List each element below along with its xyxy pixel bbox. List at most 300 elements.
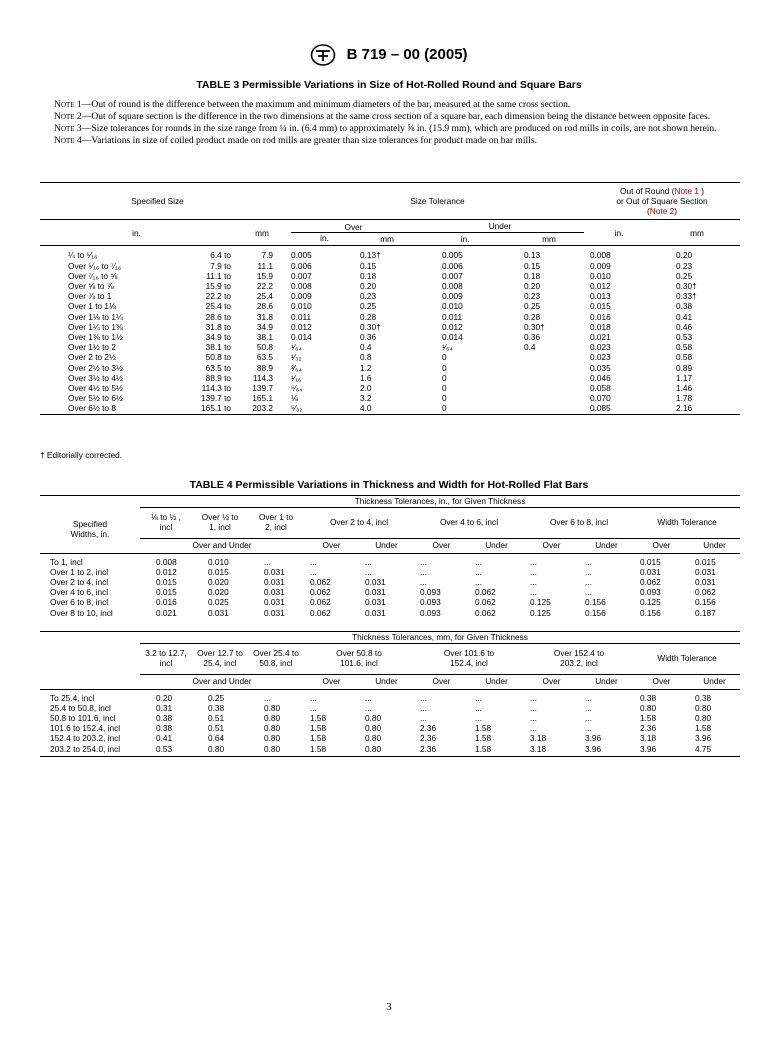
designation: B 719 – 00 (2005): [346, 45, 468, 63]
table-row: [40, 403, 740, 414]
table-cell: 0.58: [676, 352, 693, 363]
table-cell: 25.4 to: [205, 301, 231, 312]
table-row: [40, 301, 740, 311]
mm-col-6: Over 152.4 to 203.2, incl: [553, 647, 605, 668]
table-cell: [514, 393, 584, 403]
table-cell: 0.035: [590, 362, 611, 373]
table-cell: 0.093: [420, 587, 441, 598]
table-cell: 31.8: [256, 311, 273, 322]
table-cell: 0.36: [360, 332, 377, 343]
table-cell: 0.13†: [360, 250, 381, 261]
table-cell: 4.75: [695, 743, 712, 754]
table-cell: ⁵⁄₃₂: [291, 403, 303, 414]
table-cell: 3.96: [640, 743, 657, 754]
inch-under-w: Under: [703, 540, 726, 551]
table-cell: 1.58: [475, 733, 492, 744]
table-row: [40, 271, 740, 281]
table-cell: 0.8: [360, 352, 372, 363]
table-cell: 0.020: [208, 576, 229, 587]
table-cell: 0.015: [640, 556, 661, 567]
table-cell: ...: [310, 556, 317, 567]
table-cell: 0.38: [156, 712, 173, 723]
mm-col-2: Over 12.7 to 25.4, incl: [197, 647, 243, 668]
table-cell: ...: [475, 566, 482, 577]
table-cell: ...: [530, 556, 537, 567]
table-cell: ⅛: [291, 393, 298, 404]
table-cell: Over 4½ to 5½: [68, 383, 123, 394]
table-cell: 3.18: [530, 743, 547, 754]
table-cell: Over 1⅛ to 1¼: [68, 311, 123, 322]
table-cell: 11.1 to: [206, 270, 231, 281]
table-cell: ...: [365, 566, 372, 577]
table-cell: 0.80: [208, 743, 225, 754]
table-cell: ...: [365, 702, 372, 713]
table-cell: ...: [530, 712, 537, 723]
table-cell: 0.006: [442, 260, 463, 271]
table-cell: 0.20: [360, 281, 377, 292]
table-cell: [514, 363, 584, 373]
table-cell: 0.093: [420, 607, 441, 618]
table-cell: 0.018: [590, 321, 611, 332]
table-cell: 0.80: [640, 702, 657, 713]
table-cell: Over ⅞ to 1: [68, 291, 112, 302]
table-cell: 0.64: [208, 733, 225, 744]
table4-title: TABLE 4 Permissible Variations in Thickness and Width for Hot-Rolled Flat Bars: [189, 479, 589, 491]
inch-under-6: Under: [595, 540, 618, 551]
table-cell: 0.009: [442, 291, 463, 302]
inch-col-3: Over 1 to 2, incl: [258, 511, 294, 532]
astm-logo-icon: [310, 44, 336, 66]
table-cell: 0.25: [360, 301, 377, 312]
table-cell: ...: [585, 712, 592, 723]
table-cell: ...: [585, 576, 592, 587]
table-cell: Over ⅝ to ⅞: [68, 281, 114, 292]
inch-over-5: Over: [432, 540, 451, 551]
table4-mm: [40, 631, 740, 757]
table-cell: 0.062: [310, 597, 331, 608]
table-cell: 2.36: [420, 723, 437, 734]
head-over: Over: [291, 220, 416, 233]
mm-under-6: Under: [595, 676, 618, 687]
table-cell: 0.20: [676, 250, 693, 261]
table-cell: 0.008: [291, 281, 312, 292]
table-cell: ¹⁄₃₂: [291, 352, 302, 363]
table-row: [40, 312, 740, 322]
table-cell: Over 1½ to 2: [68, 342, 116, 353]
table-cell: ...: [420, 692, 427, 703]
table-cell: 0: [442, 383, 447, 394]
table-cell: 0.41: [676, 311, 693, 322]
mm-over-w: Over: [652, 676, 671, 687]
table-cell: 1.6: [360, 372, 372, 383]
table-cell: 165.1: [252, 393, 273, 404]
table-cell: 28.6: [256, 301, 273, 312]
table-cell: Over 1 to 1⅛: [68, 301, 116, 312]
table-cell: Over 6 to 8, incl: [50, 597, 109, 608]
table-cell: ...: [264, 692, 271, 703]
table-cell: ⁵⁄₆₄: [291, 383, 303, 394]
table-cell: ...: [530, 692, 537, 703]
table-row: [40, 608, 740, 618]
table-row: [40, 383, 740, 393]
table-cell: 0.012: [590, 281, 611, 292]
table-cell: ...: [365, 692, 372, 703]
table-cell: 0.008: [442, 281, 463, 292]
table-cell: 0.008: [590, 250, 611, 261]
table-cell: 15.9: [256, 270, 273, 281]
table-row: [40, 703, 740, 713]
table-row: [40, 363, 740, 373]
table-cell: 0.20: [156, 692, 173, 703]
table-row: [40, 723, 740, 733]
table-cell: ...: [530, 723, 537, 734]
table-cell: 0.031: [264, 607, 285, 618]
table-cell: 0.093: [420, 597, 441, 608]
table-cell: To 25.4, incl: [50, 692, 95, 703]
table-cell: 0.009: [590, 260, 611, 271]
table-cell: ...: [475, 712, 482, 723]
table-cell: ...: [585, 723, 592, 734]
table-cell: 0.25: [524, 301, 541, 312]
mm-col-3: Over 25.4 to 50.8, incl: [253, 647, 299, 668]
table-cell: 0.23: [360, 291, 377, 302]
table-cell: To 1, incl: [50, 556, 83, 567]
table3: [40, 182, 740, 417]
inch-over-6: Over: [542, 540, 561, 551]
table3-footnote: † Editorially corrected.: [40, 450, 123, 460]
table-cell: 0.015: [695, 556, 716, 567]
table-cell: 0.014: [442, 332, 463, 343]
table-cell: [514, 352, 584, 362]
table-cell: 0.058: [590, 383, 611, 394]
table-cell: 0.30†: [524, 321, 545, 332]
table-cell: 0: [442, 393, 447, 404]
table-cell: 0.25: [208, 692, 225, 703]
table-cell: 1.17: [676, 372, 693, 383]
table-cell: 0.18: [360, 270, 377, 281]
mm-group-head: Thickness Tolerances, mm, for Given Thickness: [140, 632, 740, 644]
table-cell: 0.031: [640, 566, 661, 577]
table-cell: ...: [310, 702, 317, 713]
table-cell: 0.80: [365, 733, 382, 744]
table-cell: 0.010: [208, 556, 229, 567]
table-cell: 0.016: [590, 311, 611, 322]
table-cell: 0.012: [442, 321, 463, 332]
table-cell: ¹⁄₁₆: [291, 372, 302, 383]
table-cell: 0.23: [524, 291, 541, 302]
mm-col-1: 3.2 to 12.7, incl: [145, 647, 187, 668]
table-cell: ...: [530, 702, 537, 713]
table-cell: 0.015: [208, 566, 229, 577]
table-cell: ¹⁄₆₄: [291, 342, 302, 353]
table-cell: 0.38: [676, 301, 693, 312]
table-cell: 34.9 to: [205, 332, 231, 343]
table-cell: Over 8 to 10, incl: [50, 607, 113, 618]
inch-col-6: Over 6 to 8, incl: [549, 517, 609, 528]
table-cell: 1.58: [640, 712, 657, 723]
table-cell: Over 6½ to 8: [68, 403, 116, 414]
head-under: Under: [416, 220, 584, 233]
table-cell: 0: [442, 403, 447, 414]
table-cell: ¼ to ⁵⁄₁₆: [68, 250, 98, 261]
table-cell: 0.53: [156, 743, 173, 754]
table-cell: 88.9 to: [205, 372, 231, 383]
table-cell: 0.25: [676, 270, 693, 281]
table4-inch: [40, 495, 740, 620]
inch-col-4: Over 2 to 4, incl: [329, 517, 389, 528]
table-cell: 1.2: [360, 362, 372, 373]
table-cell: 0.80: [264, 733, 281, 744]
table-cell: 0.070: [590, 393, 611, 404]
table-cell: 165.1 to: [201, 403, 231, 414]
table-cell: Over ⁵⁄₁₆ to ⁷⁄₁₆: [68, 260, 122, 271]
inch-spec-width-head: Specified Widths, in.: [70, 519, 110, 539]
table-cell: 88.9: [256, 362, 273, 373]
table-cell: 0.28: [524, 311, 541, 322]
table-cell: 0.125: [530, 607, 551, 618]
note-4: Note 4—Variations in size of coiled product made on rod mills are greater than size tolerances for product made on bar mills.: [54, 135, 538, 146]
table-cell: 0.025: [208, 597, 229, 608]
table-cell: 0.085: [590, 403, 611, 414]
table-cell: 0.031: [365, 587, 386, 598]
table-cell: 0: [442, 362, 447, 373]
table-row: [40, 587, 740, 597]
table-row: [40, 733, 740, 743]
table-cell: 38.1 to: [205, 342, 231, 353]
table-cell: 0.031: [264, 587, 285, 598]
table-cell: 0.062: [475, 597, 496, 608]
inch-under-4: Under: [375, 540, 398, 551]
head-over-mm: mm: [380, 234, 394, 245]
mm-under-w: Under: [703, 676, 726, 687]
table-cell: 0.005: [442, 250, 463, 261]
mm-col-5: Over 101.6 to 152.4, incl: [443, 647, 495, 668]
note-1-link[interactable]: Note 1: [674, 185, 699, 196]
table-cell: ³⁄₆₄: [291, 362, 302, 373]
table-cell: 0.010: [291, 301, 312, 312]
table3-title: TABLE 3 Permissible Variations in Size of Hot-Rolled Round and Square Bars: [196, 79, 582, 91]
table-cell: 0.007: [291, 270, 312, 281]
table-cell: 0.031: [264, 566, 285, 577]
table-cell: 0.009: [291, 291, 312, 302]
table-cell: ...: [420, 556, 427, 567]
table-cell: 0.031: [695, 566, 716, 577]
mm-under-4: Under: [375, 676, 398, 687]
mm-over-6: Over: [542, 676, 561, 687]
table-cell: ...: [310, 566, 317, 577]
table-cell: 0.011: [442, 311, 463, 322]
table-row: [40, 567, 740, 577]
table-cell: 0.80: [264, 723, 281, 734]
table-cell: 0.010: [590, 270, 611, 281]
head-oor-in: in.: [614, 227, 624, 238]
table-cell: 7.9: [261, 250, 273, 261]
head-specified-size: Specified Size: [131, 195, 184, 206]
table-cell: 0.80: [264, 702, 281, 713]
table-cell: 0.062: [475, 607, 496, 618]
table-cell: 0.031: [365, 607, 386, 618]
table-cell: 2.36: [640, 723, 657, 734]
inch-col-5: Over 4 to 6, incl: [439, 517, 499, 528]
table-cell: 1.58: [310, 743, 327, 754]
head-size-tolerance: Size Tolerance: [410, 195, 465, 206]
table-cell: 3.96: [695, 733, 712, 744]
table-cell: 0.021: [590, 332, 611, 343]
table-cell: 0.18: [524, 270, 541, 281]
table-cell: 0.80: [365, 743, 382, 754]
table-cell: 63.5: [256, 352, 273, 363]
table-cell: 0.187: [695, 607, 716, 618]
table-cell: 139.7: [252, 383, 273, 394]
table-cell: 1.58: [310, 723, 327, 734]
table-cell: ...: [475, 692, 482, 703]
table-cell: ...: [475, 556, 482, 567]
table-cell: ...: [420, 576, 427, 587]
table-cell: 0.125: [530, 597, 551, 608]
table-row: [40, 577, 740, 587]
head-mm: mm: [255, 227, 269, 238]
table-cell: ...: [585, 556, 592, 567]
table-cell: 0.008: [156, 556, 177, 567]
table-cell: 0.031: [695, 576, 716, 587]
table-cell: ...: [420, 566, 427, 577]
inch-under-5: Under: [485, 540, 508, 551]
table-cell: 0.46: [676, 321, 693, 332]
table-cell: 1.58: [310, 733, 327, 744]
table-cell: ...: [585, 692, 592, 703]
table-cell: 0.031: [264, 576, 285, 587]
table-cell: 15.9 to: [205, 281, 231, 292]
table-cell: 0.156: [585, 607, 606, 618]
mm-col-width: Width Tolerance: [657, 653, 717, 664]
table-cell: 0.016: [156, 597, 177, 608]
table-cell: 0.13: [524, 250, 541, 261]
head-out-of-round: Out of Round (Note 1 ) or Out of Square Section (Note 2): [616, 185, 708, 217]
table-cell: 0.012: [156, 566, 177, 577]
table-cell: 0.062: [695, 587, 716, 598]
table-cell: 3.96: [585, 743, 602, 754]
table-row: [40, 744, 740, 754]
table-cell: 0.156: [585, 597, 606, 608]
table-cell: 22.2 to: [205, 291, 231, 302]
table-cell: 0.156: [695, 597, 716, 608]
table-cell: 3.2: [360, 393, 372, 404]
table-cell: 0.53: [676, 332, 693, 343]
table-row: [40, 393, 740, 403]
table-cell: 1.58: [695, 723, 712, 734]
table-cell: 0.046: [590, 372, 611, 383]
table-cell: 0.80: [264, 743, 281, 754]
table-cell: 0.031: [208, 607, 229, 618]
table-cell: 0.38: [640, 692, 657, 703]
table-cell: 0.15: [360, 260, 377, 271]
head-over-in: in.: [320, 233, 329, 244]
table-row: [40, 291, 740, 301]
table-cell: ...: [530, 566, 537, 577]
table-cell: 50.8 to: [205, 352, 231, 363]
table-cell: 114.3: [252, 372, 273, 383]
table-cell: ...: [264, 556, 271, 567]
inch-group-head: Thickness Tolerances, in., for Given Thickness: [140, 496, 740, 508]
table-cell: 1.58: [310, 712, 327, 723]
table-cell: 0.41: [156, 733, 173, 744]
table-cell: 63.5 to: [205, 362, 231, 373]
table-cell: 0.031: [365, 597, 386, 608]
table-cell: [514, 373, 584, 383]
table-cell: 34.9: [256, 321, 273, 332]
inch-over-w: Over: [652, 540, 671, 551]
head-under-mm: mm: [542, 234, 556, 245]
table-cell: 0.20: [524, 281, 541, 292]
table-cell: 0.33†: [676, 291, 697, 302]
table-cell: [514, 403, 584, 414]
table-cell: ¹⁄₆₄: [442, 342, 453, 353]
note-2: Note 2—Out of square section is the difference in the two dimensions at the same cross section of a square bar, each dimension being the distance between opposite faces.: [54, 111, 711, 122]
inch-col-width: Width Tolerance: [657, 517, 717, 528]
table-cell: ...: [585, 702, 592, 713]
table-cell: 0.015: [156, 576, 177, 587]
table-cell: 0.4: [360, 342, 372, 353]
table-cell: 0.062: [640, 576, 661, 587]
table-row: [40, 373, 740, 383]
mm-col-4: Over 50.8 to 101.6, incl: [336, 647, 382, 668]
table-row: [40, 557, 740, 567]
table-cell: 0.28: [360, 311, 377, 322]
head-under-in: in.: [460, 234, 470, 245]
head-oor-mm: mm: [690, 227, 704, 238]
table-cell: 0.80: [695, 702, 712, 713]
table-cell: Over 1 to 2, incl: [50, 566, 109, 577]
table-cell: 114.3 to: [201, 383, 231, 394]
table-cell: 0.062: [310, 587, 331, 598]
table-cell: 0.38: [695, 692, 712, 703]
table-cell: 0.4: [524, 342, 536, 353]
table-cell: ...: [310, 692, 317, 703]
mm-under-5: Under: [485, 676, 508, 687]
mm-over-4: Over: [322, 676, 341, 687]
table-cell: 1.78: [676, 393, 693, 404]
table-cell: 11.1: [257, 260, 273, 271]
inch-over-and-under: Over and Under: [192, 540, 252, 551]
table-cell: 0.021: [156, 607, 177, 618]
table-cell: 0.023: [590, 342, 611, 353]
table-cell: 0.013: [590, 291, 611, 302]
table-cell: 7.9 to: [210, 260, 231, 271]
table-cell: Over ⁷⁄₁₆ to ⅝: [68, 270, 118, 281]
table-cell: 152.4 to 203.2, incl: [50, 733, 121, 744]
table-cell: ...: [475, 576, 482, 587]
table-cell: 0.020: [208, 587, 229, 598]
table-cell: 38.1: [256, 332, 273, 343]
table-row: [40, 597, 740, 607]
table-cell: Over 1¼ to 1⅜: [68, 321, 123, 332]
note-2-link[interactable]: Note 2: [649, 206, 675, 217]
table-cell: 0.005: [291, 250, 312, 261]
head-in: in.: [132, 227, 141, 238]
table-cell: 203.2: [252, 403, 273, 414]
table-cell: 0.51: [208, 723, 225, 734]
table-cell: Over 2½ to 3½: [68, 362, 123, 373]
inch-col-2: Over ½ to 1, incl: [201, 511, 239, 532]
table-cell: 1.58: [475, 743, 492, 754]
table-cell: 0.36: [524, 332, 541, 343]
table-cell: Over 3½ to 4½: [68, 372, 123, 383]
table-cell: Over 2 to 4, incl: [50, 576, 109, 587]
table-cell: 6.4 to: [210, 250, 231, 261]
table-row: [40, 342, 740, 352]
table-cell: ...: [420, 712, 427, 723]
table-cell: 0.58: [676, 342, 693, 353]
